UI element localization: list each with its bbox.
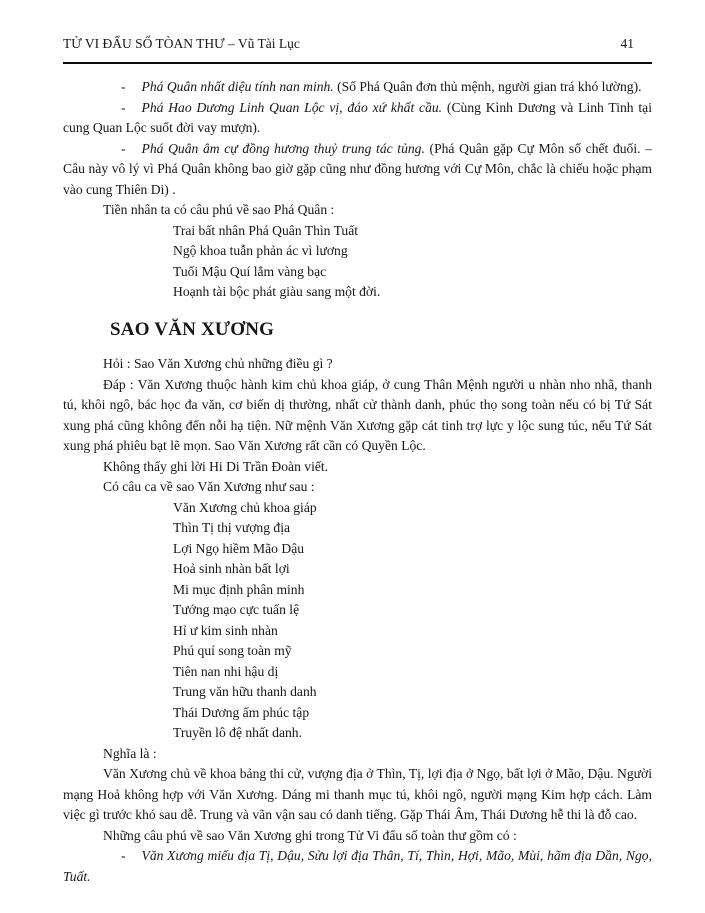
verse-line: Tướng mạo cực tuấn lệ: [173, 602, 300, 617]
bullet-pha-quan-2: [63, 98, 652, 139]
verse-line: Văn Xương chủ khoa giáp: [173, 499, 317, 515]
answer-paragraph: Đáp : Văn Xương thuộc hành kim chủ khoa giáp, ở cung Thân Mệnh người u nhàn nho nhã, thanh tú, khôi ngô, bác học đa văn, cơ biến dị thường, nhất cử thành danh, phúc thọ song toàn nếu có bị Tứ Sát xung phá cũng không đến nỗi hạ tiện. Nữ mệnh Văn Xương gặp cát tinh trợ lực y lộc sung túc, nếu Tứ Sát xung phá phiêu bạt lẽ mọn. Sao Văn Xương rất cần có Quyền Lộc.: [63, 376, 652, 453]
verse-line: Ngộ khoa tuẫn phản ác vì lương: [173, 243, 348, 258]
verse-line: Tiên nan nhi hậu dị: [173, 663, 279, 679]
note-hi-di: Không thấy ghi lời Hi Di Trần Đoàn viết.: [103, 458, 329, 474]
verse-line: Thìn Tị thị vượng địa: [173, 520, 291, 535]
bullet-pha-quan-3: [63, 139, 652, 201]
bullet-dash: -: [121, 140, 126, 156]
verse-pha-quan: [63, 221, 652, 303]
phu-intro-paragraph: Những câu phú về sao Văn Xương ghi trong Tử Vi đẩu số toàn thư gồm có :: [103, 827, 517, 843]
bullet-roman-text: (Cùng Kình Dương và Linh Tinh tại cung Quan Lộc suốt đời vay mượn).: [63, 99, 652, 135]
verse-line: Phú quí song toàn mỹ: [173, 643, 292, 658]
verse-line: Trai bất nhân Phá Quân Thìn Tuất: [173, 222, 359, 238]
running-title: TỬ VI ĐẨU SỐ TÒAN THƯ – Vũ Tài Lục: [63, 36, 300, 51]
verse-line: Lợi Ngọ hiềm Mão Dậu: [173, 540, 305, 556]
question-paragraph: Hỏi : Sao Văn Xương chủ những điều gì ?: [103, 356, 333, 371]
section-heading: SAO VĂN XƯƠNG: [110, 318, 275, 340]
bullet-roman-text: (Phá Quân gặp Cự Môn số chết đuối. – Câu này vô lý vì Phá Quân không bao giờ gặp cũng như đồng hương với Cự Môn, chắc là chiếu hoặc phạm vào cung Thiên Di) .: [63, 140, 652, 197]
verse-line: Trung văn hữu thanh danh: [173, 684, 317, 699]
page-number: 41: [620, 36, 634, 51]
bullet-pha-quan-1: [63, 77, 652, 98]
bullet-dash: -: [121, 848, 126, 863]
verse-van-xuong: [63, 498, 652, 744]
bullet-dash: -: [121, 99, 126, 115]
page-header: [63, 36, 652, 52]
page-content: [63, 77, 652, 887]
verse-line: Hoạnh tài bộc phát giàu sang một đời.: [173, 284, 381, 299]
header-rule: [63, 62, 652, 64]
intro-van-xuong-verse: Có câu ca về sao Văn Xương như sau :: [103, 479, 315, 494]
bullet-italic-text: Văn Xương miếu địa Tị, Dậu, Sửu lợi địa Thân, Tí, Thìn, Hợi, Mão, Mùi, hãm địa Dần, Ngọ, Tuất.: [63, 848, 652, 884]
verse-line: Tuổi Mậu Quí lắm vàng bạc: [173, 263, 327, 279]
verse-line: Hoả sinh nhàn bất lợi: [173, 561, 290, 576]
verse-line: Thái Dương ấm phúc tập: [173, 704, 310, 720]
meaning-label: Nghĩa là :: [103, 745, 157, 761]
bullet-italic-text: Phá Quân nhất diệu tính nan minh.: [141, 79, 334, 94]
bullet-dash: -: [121, 79, 126, 94]
verse-line: Truyền lô đệ nhất danh.: [173, 725, 303, 740]
bullet-italic-text: Phá Quân âm cự đồng hương thuỷ trung tác tủng.: [141, 140, 425, 156]
meaning-paragraph: Văn Xương chủ về khoa bảng thi cử, vượng địa ở Thìn, Tị, lợi địa ở Ngọ, bất lợi ở Mão, Dậu. Người mạng Hoả không hợp với Văn Xương. Dáng mi thanh mục tú, khôi ngô, người mạng Kim hợp cách. Làm việc gì trước khó sau dễ. Trung và vãn vận sau có danh tiếng. Gặp Thái Âm, Thái Dương hễ thi là đỗ cao.: [63, 766, 652, 822]
bullet-van-xuong: [63, 846, 652, 887]
bullet-italic-text: Phá Hao Dương Linh Quan Lộc vị, đáo xứ khất cầu.: [141, 99, 443, 115]
verse-line: Hỉ ư kim sinh nhàn: [173, 622, 278, 638]
intro-pha-quan-verse: Tiền nhân ta có câu phú về sao Phá Quân :: [103, 202, 335, 217]
bullet-roman-text: (Số Phá Quân đơn thủ mệnh, người gian trá khó lường).: [337, 79, 642, 94]
verse-line: Mi mục định phân minh: [173, 581, 305, 597]
